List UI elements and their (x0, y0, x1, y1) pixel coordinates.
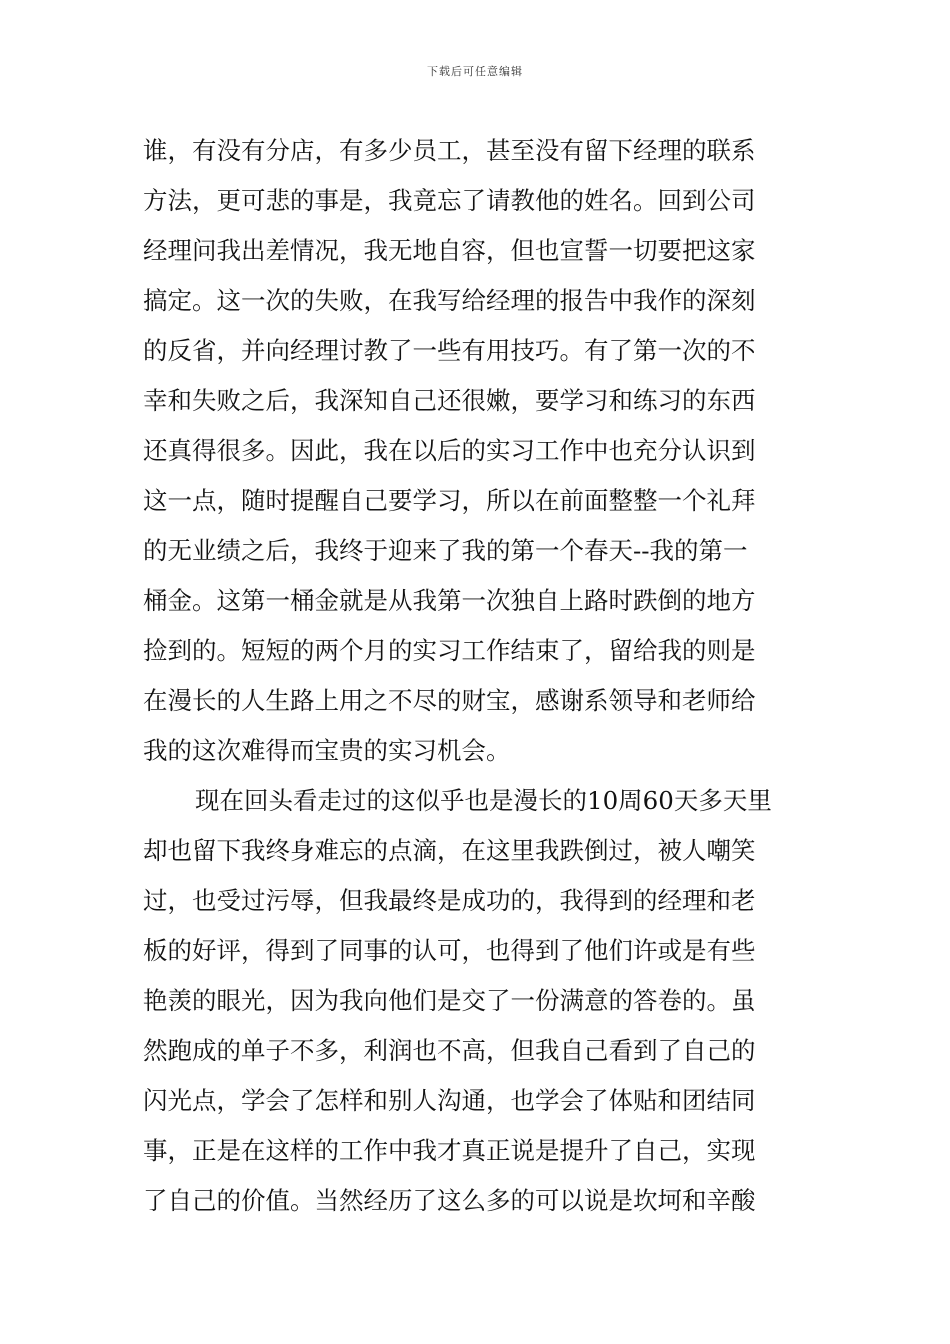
text-line: 方法，更可悲的事是，我竟忘了请教他的姓名。回到公司 (143, 186, 756, 215)
text-line: 幸和失败之后，我深知自己还很嫩，要学习和练习的东西 (143, 386, 756, 415)
text-line: 过，也受过污辱，但我最终是成功的，我得到的经理和老 (143, 886, 756, 915)
text-line: 搞定。这一次的失败，在我写给经理的报告中我作的深刻 (143, 286, 756, 315)
text-line: 的无业绩之后，我终于迎来了我的第一个春天--我的第一 (143, 536, 748, 565)
text-line: 了自己的价值。当然经历了这么多的可以说是坎坷和辛酸 (143, 1186, 756, 1215)
text-line: 然跑成的单子不多，利润也不高，但我自己看到了自己的 (143, 1036, 756, 1065)
text-line: 谁，有没有分店，有多少员工，甚至没有留下经理的联系 (143, 136, 756, 165)
text-line: 捡到的。短短的两个月的实习工作结束了，留给我的则是 (143, 636, 756, 665)
text-line: 在漫长的人生路上用之不尽的财宝，感谢系领导和老师给 (143, 686, 756, 715)
page-header: 下载后可任意编辑 (427, 65, 523, 78)
text-line-indented: 现在回头看走过的这似乎也是漫长的10周60天多天里 (195, 786, 772, 815)
text-line: 却也留下我终身难忘的点滴，在这里我跌倒过，被人嘲笑 (143, 836, 756, 865)
paragraph-2 (143, 776, 807, 1226)
text-line: 这一点，随时提醒自己要学习，所以在前面整整一个礼拜 (143, 486, 756, 515)
paragraph-1 (143, 126, 807, 776)
text-line: 经理问我出差情况，我无地自容，但也宣誓一切要把这家 (143, 236, 756, 265)
text-line: 桶金。这第一桶金就是从我第一次独自上路时跌倒的地方 (143, 586, 756, 615)
text-line: 板的好评，得到了同事的认可，也得到了他们许或是有些 (143, 936, 756, 965)
text-line: 事，正是在这样的工作中我才真正说是提升了自己，实现 (143, 1136, 756, 1165)
text-line: 我的这次难得而宝贵的实习机会。 (143, 736, 511, 765)
text-line: 艳羡的眼光，因为我向他们是交了一份满意的答卷的。虽 (143, 986, 756, 1015)
document-body (143, 126, 807, 1226)
text-line: 的反省，并向经理讨教了一些有用技巧。有了第一次的不 (143, 336, 756, 365)
text-line: 闪光点，学会了怎样和别人沟通，也学会了体贴和团结同 (143, 1086, 756, 1115)
text-line: 还真得很多。因此，我在以后的实习工作中也充分认识到 (143, 436, 756, 465)
